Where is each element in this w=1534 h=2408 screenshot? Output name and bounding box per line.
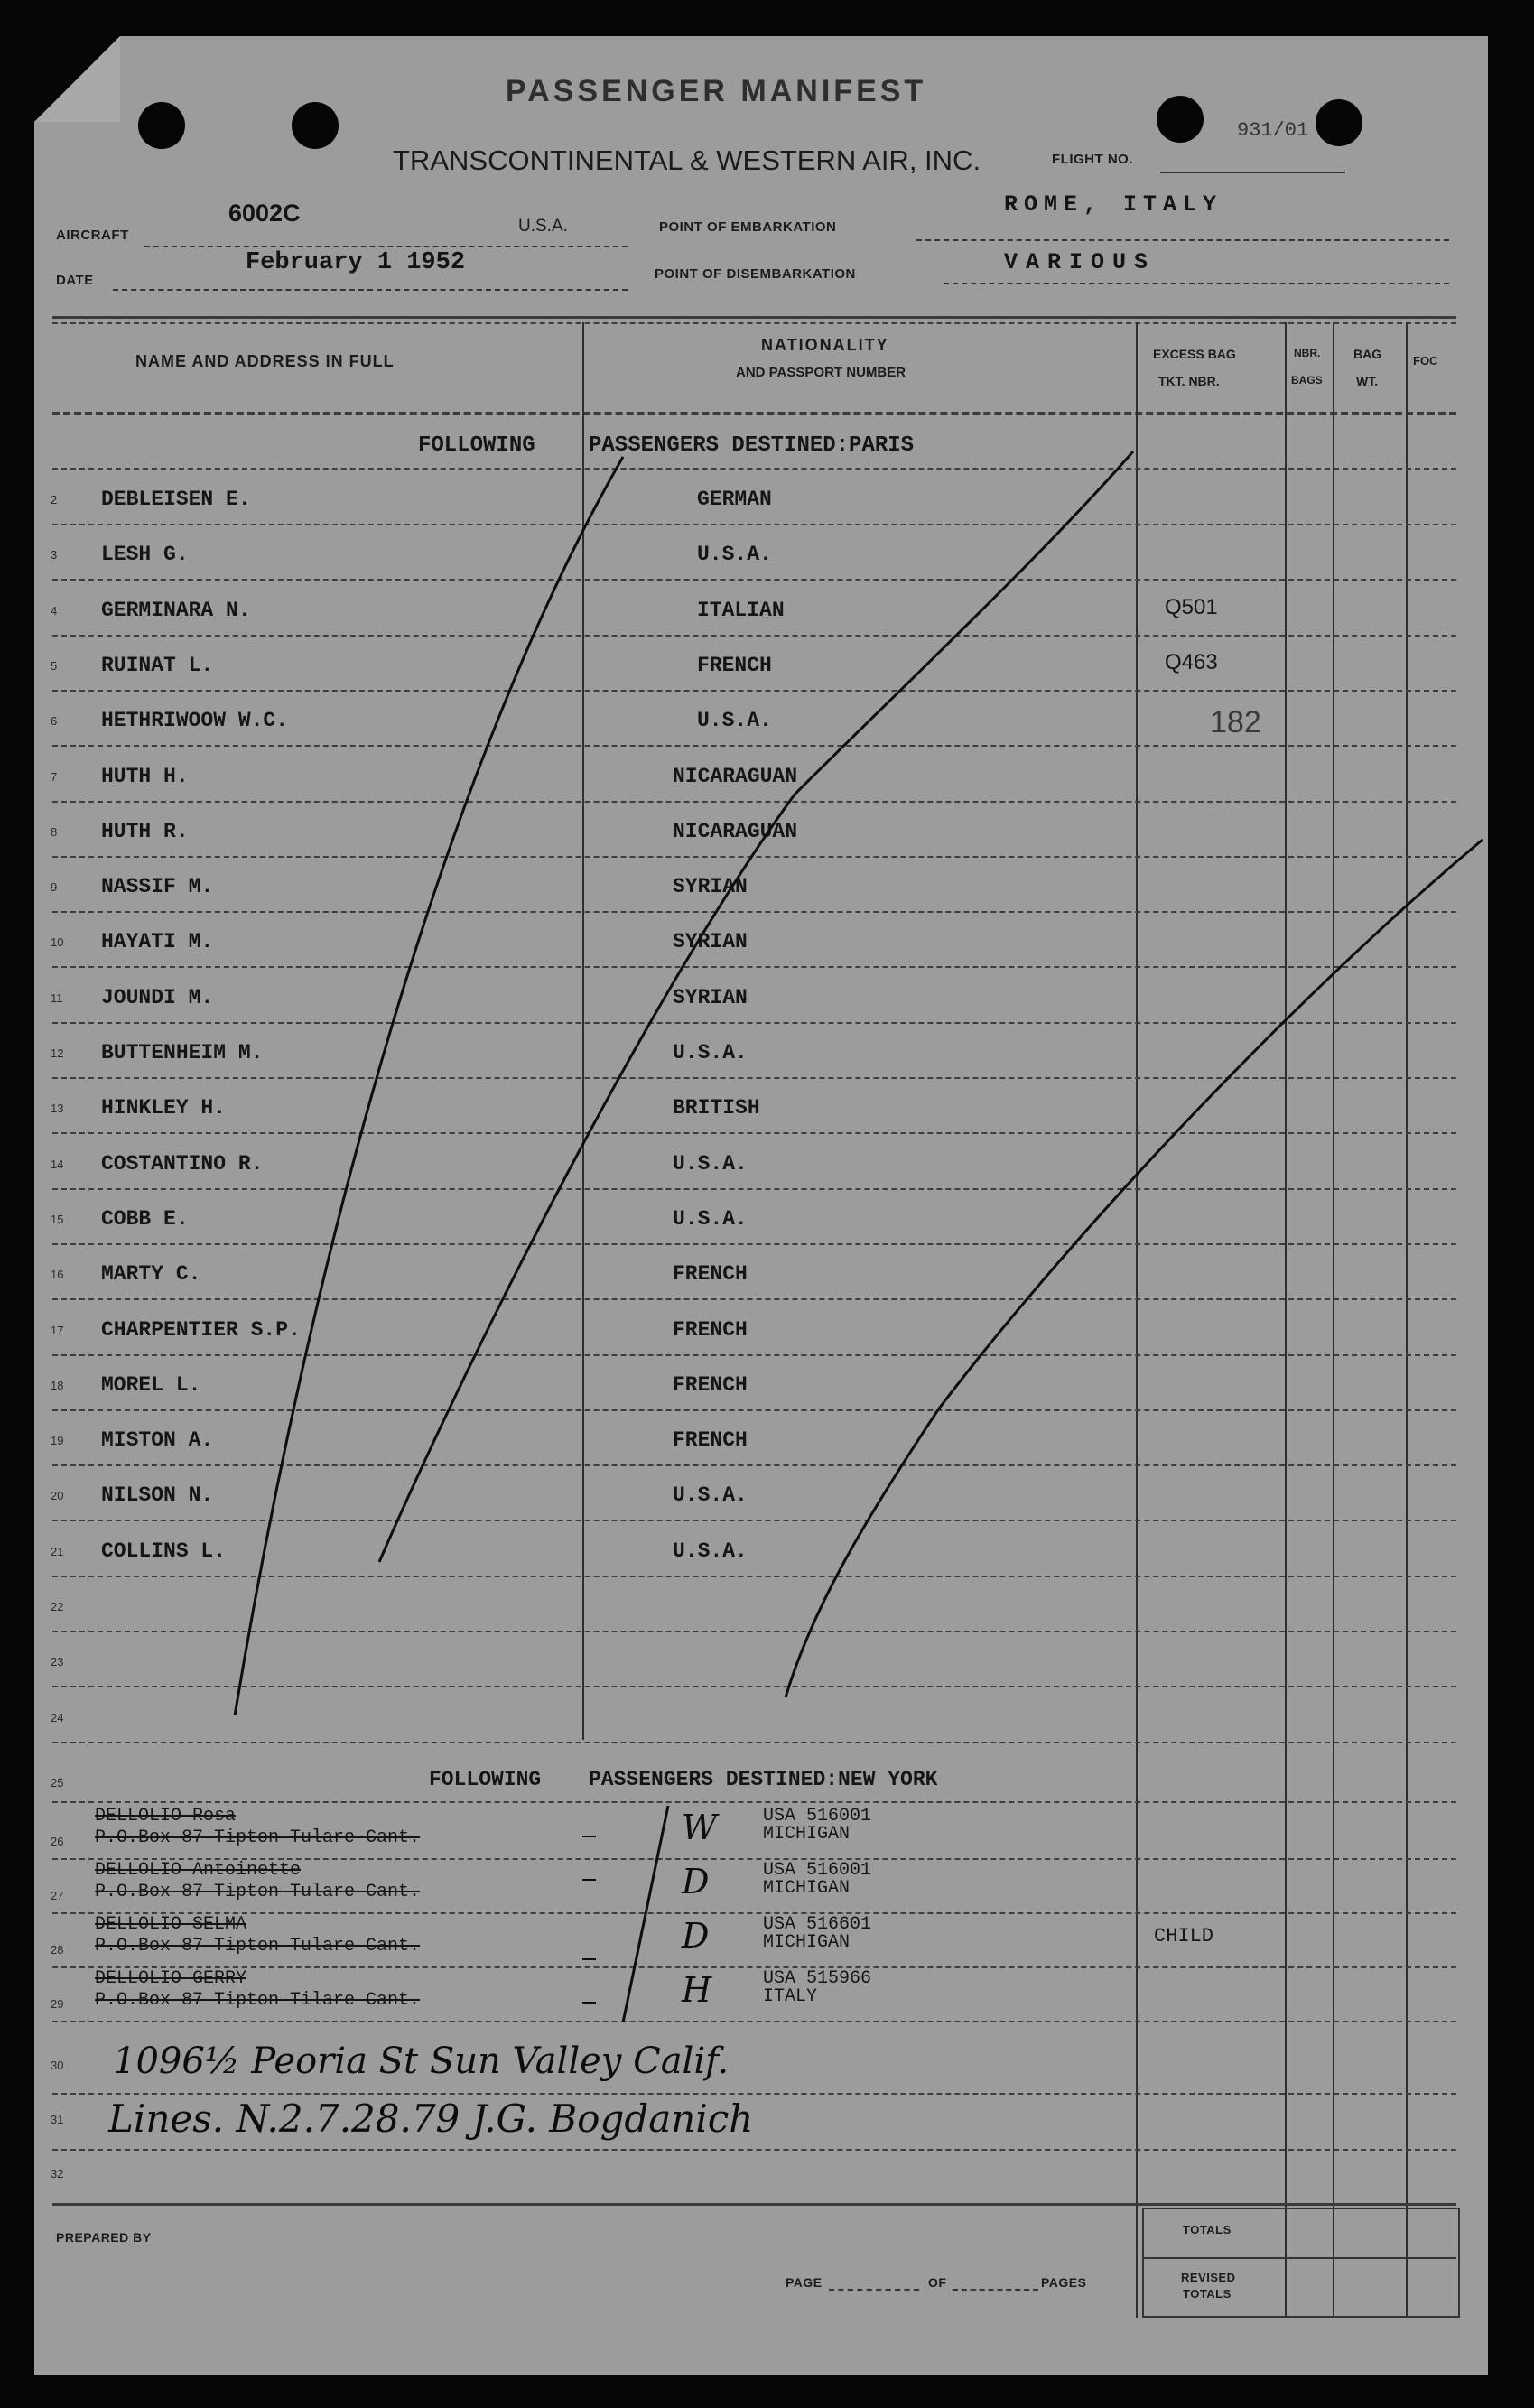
pages-label: PAGES — [1041, 2275, 1087, 2290]
row-number: 5 — [51, 658, 58, 673]
row-number: 29 — [51, 1997, 64, 2011]
row-number: 12 — [51, 1046, 64, 1060]
passport-number: USA 515966 — [763, 1968, 872, 1989]
page-label: PAGE — [786, 2275, 823, 2290]
passenger-name: DELLOLIO Rosa — [95, 1806, 237, 1827]
passenger-name: NASSIF M. — [101, 875, 214, 899]
row-number: 23 — [51, 1655, 64, 1669]
aircraft-label: AIRCRAFT — [56, 228, 129, 243]
row-number: 15 — [51, 1212, 64, 1226]
passenger-nationality: U.S.A. — [673, 1206, 748, 1231]
passport-state: ITALY — [763, 1986, 818, 2007]
airline-name: TRANSCONTINENTAL & WESTERN AIR, INC. — [393, 144, 981, 176]
passenger-name: MISTON A. — [101, 1428, 214, 1453]
passenger-nationality: FRENCH — [697, 653, 772, 677]
passenger-nationality: FRENCH — [673, 1262, 748, 1287]
row-number: 21 — [51, 1544, 64, 1558]
row-number: 10 — [51, 935, 64, 950]
row-number: 2 — [51, 493, 58, 507]
passenger-address: P.O.Box 87 Tipton Tulare Cant. — [95, 1827, 421, 1848]
passenger-nationality: U.S.A. — [697, 543, 772, 567]
row-number: 25 — [51, 1776, 64, 1790]
passenger-name: GERMINARA N. — [101, 598, 251, 622]
passenger-name: HUTH R. — [101, 819, 189, 843]
row-number: 27 — [51, 1889, 64, 1902]
excess-bag-ticket: 182 — [1210, 705, 1261, 740]
passenger-nationality: SYRIAN — [673, 985, 748, 1009]
passenger-address: P.O.Box 87 Tipton Tulare Cant. — [95, 1882, 421, 1902]
row-number: 9 — [51, 880, 58, 895]
bracket-stroke — [623, 1806, 668, 2022]
excess-bag-note: CHILD — [1154, 1925, 1214, 1948]
row-number: 24 — [51, 1710, 64, 1725]
cancel-stroke-left — [235, 457, 623, 1715]
column-nationality-header: NATIONALITY — [761, 336, 889, 354]
handwritten-address: 1096½ Peoria St Sun Valley Calif. — [113, 2041, 730, 2082]
passenger-name: HUTH H. — [101, 764, 189, 788]
passenger-name: MOREL L. — [101, 1372, 201, 1397]
passenger-name: RUINAT L. — [101, 653, 214, 677]
passport-state: MICHIGAN — [763, 1878, 851, 1899]
passenger-nationality: SYRIAN — [673, 875, 748, 899]
manifest-title: PASSENGER MANIFEST — [506, 74, 927, 108]
row-number: 30 — [51, 2059, 64, 2072]
passenger-nationality: U.S.A. — [673, 1041, 748, 1065]
row-number: 22 — [51, 1600, 64, 1613]
row-number: 20 — [51, 1489, 64, 1503]
handwritten-mark: D — [682, 1862, 710, 1901]
mark-stroke — [582, 1836, 596, 2003]
column-foc-header: FOC — [1413, 354, 1438, 367]
passport-number: USA 516001 — [763, 1806, 872, 1827]
disembarkation-value: VARIOUS — [1004, 249, 1157, 275]
passport-state: MICHIGAN — [763, 1932, 851, 1953]
row-number: 6 — [51, 714, 58, 729]
aircraft-registry: U.S.A. — [518, 217, 568, 236]
passenger-nationality: BRITISH — [673, 1096, 760, 1120]
passenger-name: NILSON N. — [101, 1483, 214, 1508]
passenger-nationality: SYRIAN — [673, 930, 748, 954]
passenger-nationality: NICARAGUAN — [673, 764, 798, 788]
column-bag-wt-header: BAG — [1353, 347, 1382, 361]
row-number: 11 — [51, 990, 63, 1005]
totals-label: TOTALS — [1183, 2223, 1232, 2236]
column-nbr-bags-header: NBR. — [1294, 347, 1321, 359]
passenger-nationality: U.S.A. — [673, 1539, 748, 1563]
column-bag-wt-header-2: WT. — [1356, 374, 1379, 388]
passenger-name: DELLOLIO GERRY — [95, 1968, 247, 1989]
row-number: 26 — [51, 1835, 64, 1848]
passenger-nationality: U.S.A. — [697, 709, 772, 733]
column-name-header: NAME AND ADDRESS IN FULL — [135, 352, 395, 370]
row-number: 18 — [51, 1378, 64, 1392]
date-value: February 1 1952 — [246, 249, 466, 276]
excess-bag-ticket: Q501 — [1165, 594, 1218, 619]
column-nbr-bags-header-2: BAGS — [1291, 374, 1323, 386]
passenger-nationality: ITALIAN — [697, 598, 785, 622]
passenger-name: JOUNDI M. — [101, 985, 214, 1009]
section-ny-left: FOLLOWING — [429, 1768, 542, 1791]
passenger-nationality: U.S.A. — [673, 1483, 748, 1508]
passenger-nationality: GERMAN — [697, 488, 772, 511]
passport-number: USA 516601 — [763, 1914, 872, 1935]
passport-state: MICHIGAN — [763, 1824, 851, 1845]
prepared-by-label: PREPARED BY — [56, 2230, 152, 2245]
cancel-stroke-right — [786, 840, 1483, 1697]
row-number: 14 — [51, 1157, 64, 1171]
flight-no-label: FLIGHT NO. — [1052, 152, 1133, 167]
passenger-address: P.O.Box 87 Tipton Tilare Cant. — [95, 1990, 421, 2011]
cancel-stroke-middle — [379, 451, 1133, 1562]
row-number: 4 — [51, 603, 58, 618]
revised-totals-label-1: REVISED — [1181, 2271, 1236, 2284]
row-number: 3 — [51, 548, 58, 562]
embarkation-value: ROME, ITALY — [1004, 191, 1223, 218]
row-number: 28 — [51, 1943, 64, 1957]
passenger-name: HINKLEY H. — [101, 1096, 227, 1120]
column-excess-bag-header: EXCESS BAG — [1153, 347, 1236, 361]
revised-totals-label-2: TOTALS — [1183, 2287, 1232, 2301]
passenger-name: HAYATI M. — [101, 930, 214, 954]
aircraft-value: 6002C — [228, 200, 301, 227]
embarkation-label: POINT OF EMBARKATION — [659, 219, 837, 235]
section-paris-left: FOLLOWING — [418, 433, 535, 458]
handwritten-mark: D — [682, 1916, 710, 1956]
passenger-name: HETHRIWOOW W.C. — [101, 709, 289, 733]
passenger-nationality: FRENCH — [673, 1317, 748, 1342]
passenger-name: LESH G. — [101, 543, 189, 567]
row-number: 8 — [51, 824, 58, 839]
handwritten-license-signature: Lines. N.2.7.28.79 J.G. Bogdanich — [108, 2097, 754, 2141]
passenger-name: COSTANTINO R. — [101, 1151, 264, 1176]
passenger-name: DELLOLIO SELMA — [95, 1914, 247, 1935]
passenger-nationality: NICARAGUAN — [673, 819, 798, 843]
row-number: 17 — [51, 1323, 64, 1337]
column-excess-tkt-header: TKT. NBR. — [1158, 374, 1220, 388]
passenger-nationality: U.S.A. — [673, 1151, 748, 1176]
passenger-name: COBB E. — [101, 1206, 189, 1231]
passenger-name: CHARPENTIER S.P. — [101, 1317, 301, 1342]
row-number: 16 — [51, 1268, 64, 1282]
passenger-name: DELLOLIO Antoinette — [95, 1860, 302, 1881]
column-passport-header: AND PASSPORT NUMBER — [736, 365, 906, 380]
handwritten-mark: H — [682, 1970, 712, 2010]
of-label: OF — [928, 2275, 947, 2290]
date-label: DATE — [56, 273, 94, 288]
disembarkation-label: POINT OF DISEMBARKATION — [655, 266, 856, 282]
row-number: 13 — [51, 1102, 64, 1116]
excess-bag-ticket: Q463 — [1165, 649, 1218, 674]
section-ny-right: PASSENGERS DESTINED:NEW YORK — [589, 1768, 938, 1791]
passenger-name: BUTTENHEIM M. — [101, 1041, 264, 1065]
passenger-name: MARTY C. — [101, 1262, 201, 1287]
row-number: 19 — [51, 1434, 64, 1448]
passenger-address: P.O.Box 87 Tipton Tulare Cant. — [95, 1936, 421, 1957]
section-paris-right: PASSENGERS DESTINED:PARIS — [589, 433, 915, 458]
passport-number: USA 516001 — [763, 1860, 872, 1881]
flight-no-value: 931/01 — [1237, 119, 1309, 142]
row-number: 31 — [51, 2113, 64, 2126]
row-number: 32 — [51, 2167, 64, 2180]
passenger-name: DEBLEISEN E. — [101, 488, 251, 511]
handwritten-mark: W — [682, 1808, 718, 1847]
row-number: 7 — [51, 769, 58, 784]
passenger-nationality: FRENCH — [673, 1372, 748, 1397]
passenger-nationality: FRENCH — [673, 1428, 748, 1453]
passenger-name: COLLINS L. — [101, 1539, 227, 1563]
